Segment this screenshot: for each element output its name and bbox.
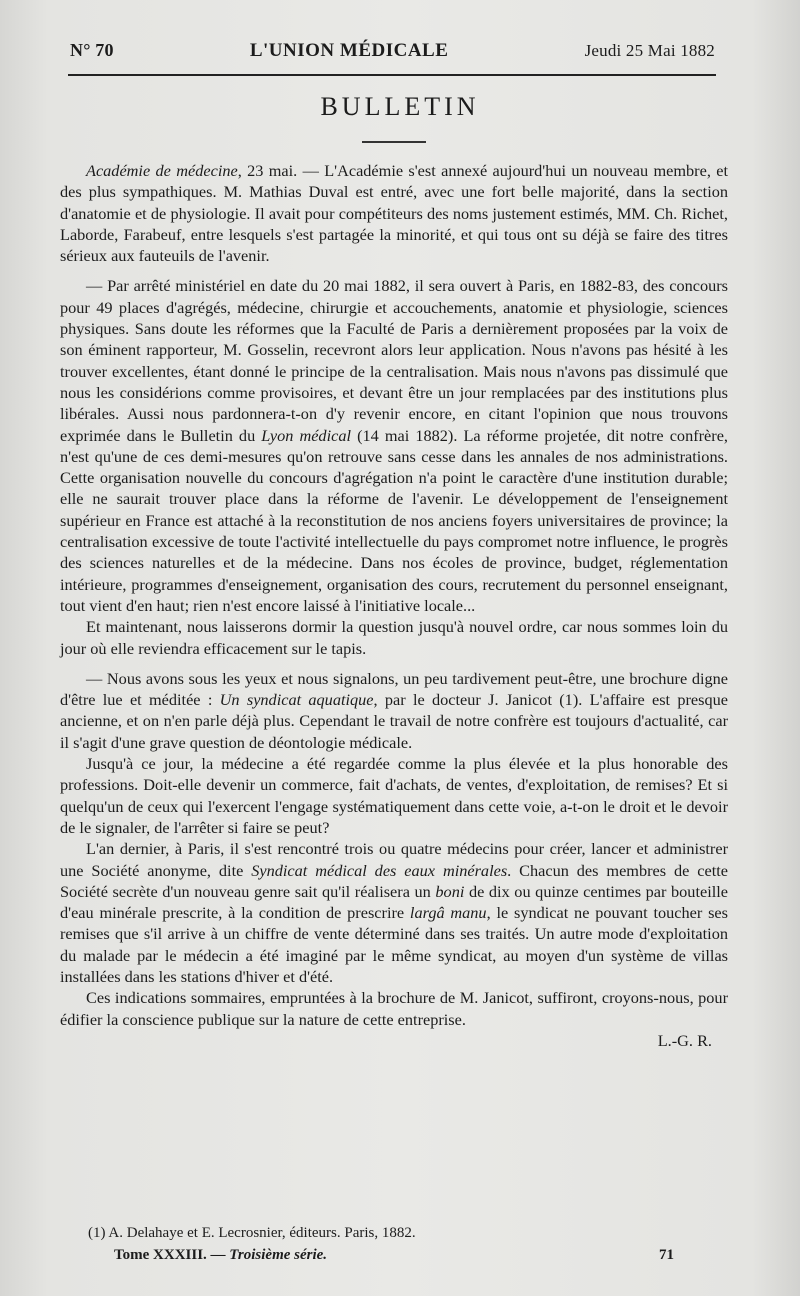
volume-label: Tome XXXIII. — — [114, 1247, 230, 1263]
paragraph-medecine — [60, 753, 728, 838]
volume-info — [114, 1247, 327, 1264]
paragraph-maintenant — [60, 616, 728, 659]
paragraph-text: (14 mai 1882). La réforme projetée, dit notre confrère, n'est qu'une de ces demi-mesures qu'on retrouve sans cesse dans les annales de nos administrations. Cette organisation nouvelle du concours d'agrégation n'a point le caractère d'une institution durable; elle ne saurait trouver place dans la réforme de l'avenir. Le développement de l'enseignement supérieur en France est attaché à la reconstitution de nos anciens foyers universitaires de province; la centralisation excessive de toute l'activité intellectuelle du pays compromet notre influence, le progrès des sciences naturelles et de la médecine. Dans nos écoles de province, budget, réglementation intérieure, programmes d'enseignement, organisation des cours, recrutement du personnel enseignant, tout vient d'en haut; rien n'est encore laissé à l'initiative locale... — [60, 425, 729, 615]
paragraph-text: Ces indications sommaires, empruntées à la brochure de M. Janicot, suffiront, croyons-nous, pour édifier la conscience publique sur la nature de cette entreprise. — [60, 988, 728, 1029]
header-rule — [68, 74, 716, 76]
syndicat-aquatique-italic: Un syndicat aquatique — [219, 690, 374, 710]
paragraph-syndicat — [60, 838, 728, 987]
paragraph-text: — Par arrêté ministériel en date du 20 mai 1882, il sera ouvert à Paris, en 1882-83, des concours pour 49 places d'agrégés, médecine, chirurgie et accouchements, anatomie et physiologie, sciences physiques. Sans doute les réformes que la Faculté de Paris a dernièrement proposées par la voix de son éminent rapporteur, M. Gosselin, recevront alors leur application. Nous n'avons pas hésité à les trouver excellentes, étant donné le principe de la centralisation. Mais nous n'avons pas dissimulé que nous les considérions comme provisoires, et devant être un jour remplacées par des institutions plus libérales. Aussi nous pardonnera-t-on d'y revenir encore, en citant l'opinion que nous trouvons exprimée dans le Bulletin du — [60, 276, 728, 445]
signature: L.-G. R. — [657, 1030, 712, 1050]
journal-title: L'UNION MÉDICALE — [249, 40, 449, 61]
paragraph-text: , par le docteur J. Janicot (1). L'affaire est presque ancienne, et on n'en parle déjà plus. Cependant le travail de notre confrère est toujours d'actualité, car il s'agit d'une grave question de déontologie médicale. — [60, 690, 728, 752]
section-heading: BULLETIN — [320, 92, 480, 121]
paragraph-conclusion — [60, 987, 728, 1030]
paragraph-concours — [60, 275, 728, 616]
heading-rule — [362, 141, 426, 143]
paragraph-text: . Chacun des membres de cette Société secrète d'un nouveau genre sait qu'il réalisera un — [60, 860, 729, 901]
paragraph-text: , le syndicat ne pouvant toucher ses remises que s'il arrive à un chiffre de vente déterminé dans ses traités. Un autre mode d'exploitation du malade par le médecin a été imaginé par le même syndicat, au moyen d'un système de villas installées dans les stations d'hiver et d'été. — [60, 903, 728, 986]
article-body — [60, 160, 728, 1051]
academie-italic: Académie de médecine — [86, 161, 238, 180]
paragraph-text: , 23 mai. — L'Académie s'est annexé aujourd'hui un nouveau membre, et des plus sympathiques. M. Mathias Duval est entré, avec une fort belle majorité, dans la section d'anatomie et de physiologie. Il avait pour compétiteurs des noms justement estimés, MM. Ch. Richet, Laborde, Farabeuf, entre lesquels s'est partagée la minorité, et qui tous ont su déjà se faire des titres sérieux aux fauteuils de l'avenir. — [60, 161, 728, 266]
page-footer — [114, 1247, 674, 1264]
lyon-medical-italic: Lyon médical — [261, 425, 351, 445]
series-label: Troisième série. — [229, 1247, 328, 1263]
paragraph-text: — Nous avons sous les yeux et nous signalons, un peu tardivement peut-être, une brochure digne d'être lue et méditée : — [60, 668, 728, 710]
larga-manu-italic: largâ manu — [409, 903, 487, 923]
syndicat-medical-italic: Syndicat médical des eaux minérales — [251, 860, 508, 880]
boni-italic: boni — [435, 881, 465, 901]
paragraph-text: Et maintenant, nous laisserons dormir la question jusqu'à nouvel ordre, car nous sommes loin du jour où elle reviendra efficacement sur le tapis. — [60, 617, 728, 658]
page-header — [70, 40, 715, 70]
page-number: 71 — [659, 1247, 674, 1263]
paragraph-text: L'an dernier, à Paris, il s'est rencontré trois ou quatre médecins pour créer, lancer et administrer une Société anonyme, dite — [60, 839, 728, 880]
paragraph-text: Jusqu'à ce jour, la médecine a été regardée comme la plus élevée et la plus honorable des professions. Doit-elle devenir un commerce, fait d'achats, de ventes, d'exploitation, de remises? Et si quelqu'un de ceux qui l'exercent l'engage systématiquement dans cette voie, a-t-on le droit et le devoir de le signaler, de l'arrêter si faire se peut? — [60, 754, 728, 837]
footnote: (1) A. Delahaye et E. Lecrosnier, éditeurs. Paris, 1882. — [88, 1225, 416, 1241]
paragraph-brochure — [60, 668, 728, 753]
paragraph-text: de dix ou quinze centimes par bouteille d'eau minérale prescrite, à la condition de prescrire — [60, 881, 728, 923]
issue-date: Jeudi 25 Mai 1882 — [584, 41, 715, 60]
issue-number: N° 70 — [70, 40, 114, 60]
paragraph-academie — [60, 160, 728, 266]
